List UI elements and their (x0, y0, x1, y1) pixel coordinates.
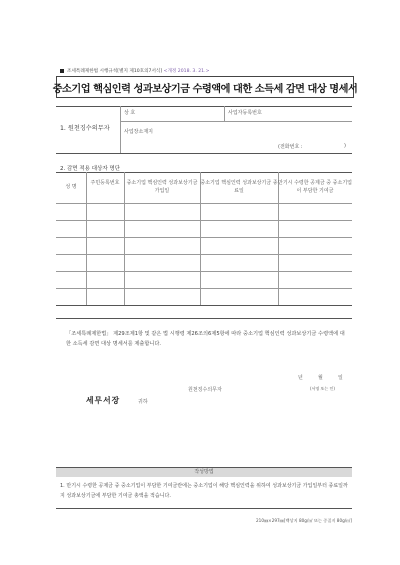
col-header-name: 성 명 (65, 184, 77, 190)
table-row-line (56, 254, 352, 255)
section1-divider (120, 106, 121, 153)
col-header-resident-no: 주민등록번호 (90, 180, 120, 186)
section1-row-divider (120, 121, 352, 122)
section1-bottom-border (56, 153, 352, 154)
table-row-line (56, 288, 352, 289)
amendment-note: <개정 2018. 3. 21.> (163, 69, 210, 74)
table-col-divider (86, 172, 87, 305)
table-header-bottom (56, 203, 352, 204)
section2-label: 2. 감면 적용 대상자 명단 (60, 166, 121, 172)
guide-title: 작성방법 (56, 468, 352, 477)
date-month: 월 (318, 375, 323, 381)
date-year: 년 (298, 375, 303, 381)
business-reg-label: 사업자등록번호 (228, 110, 262, 116)
declaration-top-border (56, 318, 352, 319)
phone-close: ) (344, 143, 346, 149)
col-header-end-date: 중소기업 핵심인력 성과보상기금 종료일 (200, 180, 278, 194)
form-ref-text: 조세특례제한법 시행규칙[별지 제10호의7서식] (67, 69, 163, 74)
table-bottom-border (56, 305, 352, 306)
phone-label: (전화번호 : (278, 144, 303, 150)
title-box (52, 76, 358, 98)
form-reference (60, 68, 209, 74)
declaration-text: 「조세특례제한법」 제29조제1항 및 같은 법 시행령 제26조의6제5항에 따라 중소기업 핵심인력 성과보상기금 수령액에 대한 소득세 감면 대상 명세서를 제출합니다. (66, 331, 345, 347)
section1-top-border (56, 106, 352, 107)
table-top-border (56, 172, 352, 173)
paper-spec: 210㎜×297㎜[백상지 80g/㎡ 또는 중질지 80g/㎡] (256, 518, 352, 523)
signature-label: (서명 또는 인) (310, 386, 335, 391)
guide-bottom-border (56, 508, 352, 509)
square-bullet-icon (60, 69, 64, 73)
date-day: 일 (338, 375, 343, 381)
section1-label: 1. 원천징수의무자 (60, 125, 110, 132)
table-row-line (56, 271, 352, 272)
col-header-join-date: 중소기업 핵심인력 성과보상기금 가입일 (126, 180, 198, 194)
address-label: 사업장소재지 (124, 129, 153, 135)
page-title: 중소기업 핵심인력 성과보상기금 수령액에 대한 소득세 감면 대상 명세서 (52, 83, 358, 95)
col-header-contribution: 만기시 수령한 공제금 중 중소기업이 부담한 기여금 (278, 180, 352, 194)
section1-col-divider (224, 106, 225, 121)
table-row-line (56, 220, 352, 221)
guide-text: 1. 만기시 수령한 공제금 중 중소기업이 부담한 기여금란에는 중소기업이 해당 핵심인력을 위하여 성과보상기금 가입일부터 종료일까지 성과보상기금에 부담한 기여금 총액을 적습니다. (60, 483, 348, 499)
table-row-line (56, 237, 352, 238)
company-name-label: 상 호 (124, 110, 136, 116)
honorific: 귀하 (138, 399, 148, 405)
tax-office-head: 세무서장 (86, 396, 121, 405)
withholder-label: 원천징수의무자 (188, 387, 222, 393)
